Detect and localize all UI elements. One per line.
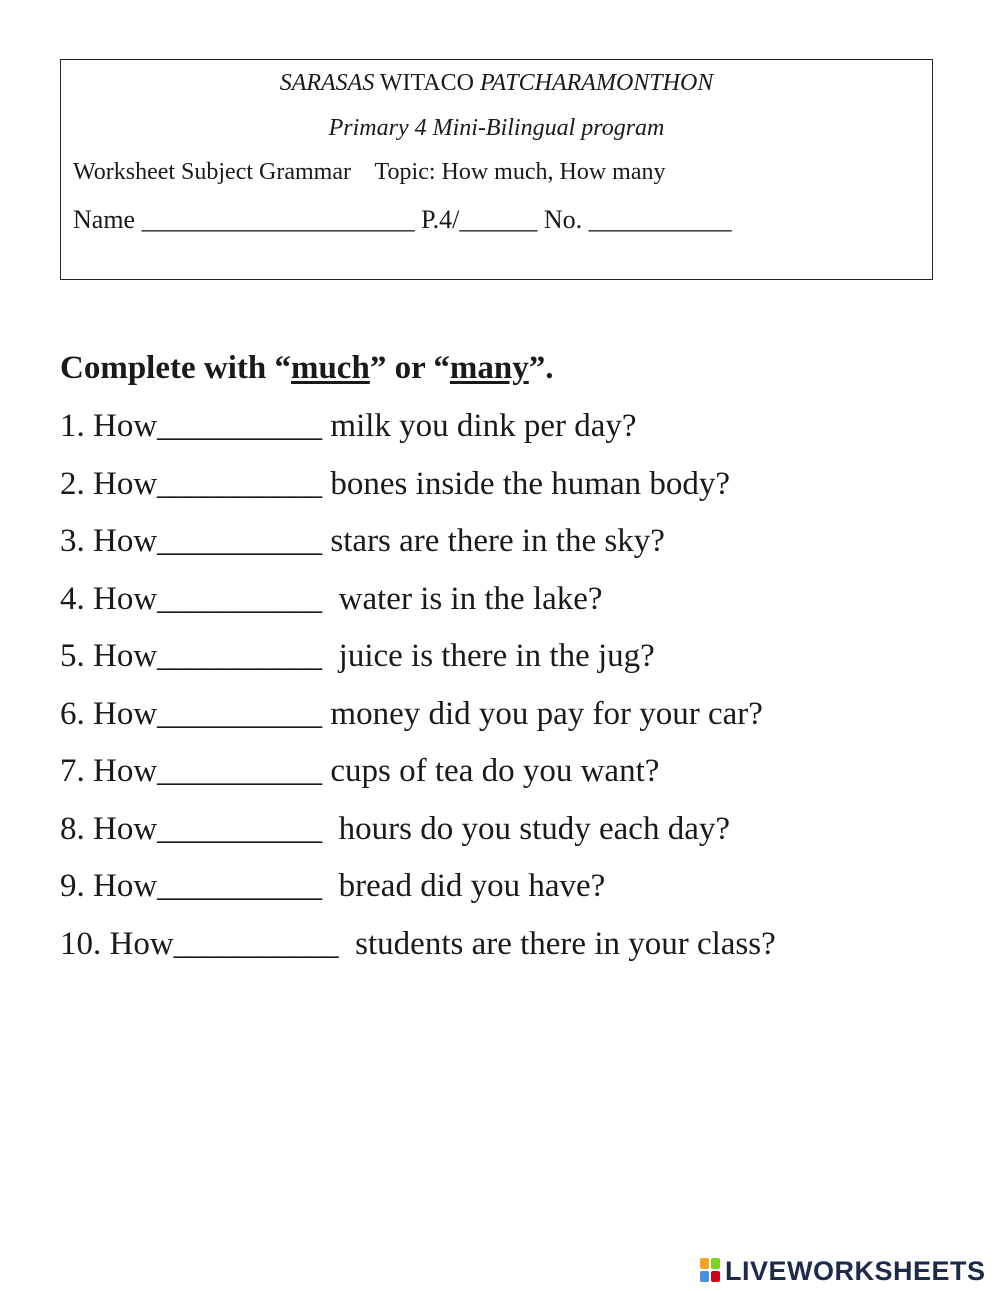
instruction-heading: Complete with “much” or “many”.: [60, 350, 554, 386]
word-much: much: [290, 350, 370, 386]
subject-topic-line: Worksheet Subject Grammar Topic: How much, How many: [73, 159, 666, 185]
worksheet-header-box: [60, 59, 933, 280]
liveworksheets-logo-icon: [700, 1258, 722, 1284]
question-item: 6. How__________ money did you pay for your car?: [60, 695, 763, 732]
logo-block: [700, 1271, 709, 1282]
question-item: 2. How__________ bones inside the human body?: [60, 465, 731, 502]
liveworksheets-logo-text: LIVEWORKSHEETS: [725, 1255, 986, 1286]
question-list: [60, 403, 776, 978]
logo-block: [711, 1258, 720, 1269]
school-name: SARASAS WITACO PATCHARAMONTHON: [279, 70, 714, 96]
student-info-line: Name _____________________ P.4/______ No. ___________: [73, 205, 732, 234]
question-item: 9. How__________ bread did you have?: [60, 868, 606, 904]
word-many: many: [449, 350, 529, 386]
question-item: 7. How__________ cups of tea do you want?: [60, 753, 660, 789]
question-item: 3. How__________ stars are there in the sky?: [60, 523, 665, 559]
question-item: 8. How__________ hours do you study each day?: [60, 810, 730, 847]
liveworksheets-logo: [700, 1254, 986, 1288]
logo-block: [711, 1271, 720, 1282]
question-item: 10. How__________ students are there in your class?: [60, 925, 776, 962]
question-item: 1. How__________ milk you dink per day?: [60, 408, 637, 444]
logo-block: [700, 1258, 709, 1269]
question-item: 5. How__________ juice is there in the jug?: [60, 638, 655, 674]
question-item: 4. How__________ water is in the lake?: [60, 580, 603, 617]
program-name: Primary 4 Mini-Bilingual program: [328, 115, 665, 141]
